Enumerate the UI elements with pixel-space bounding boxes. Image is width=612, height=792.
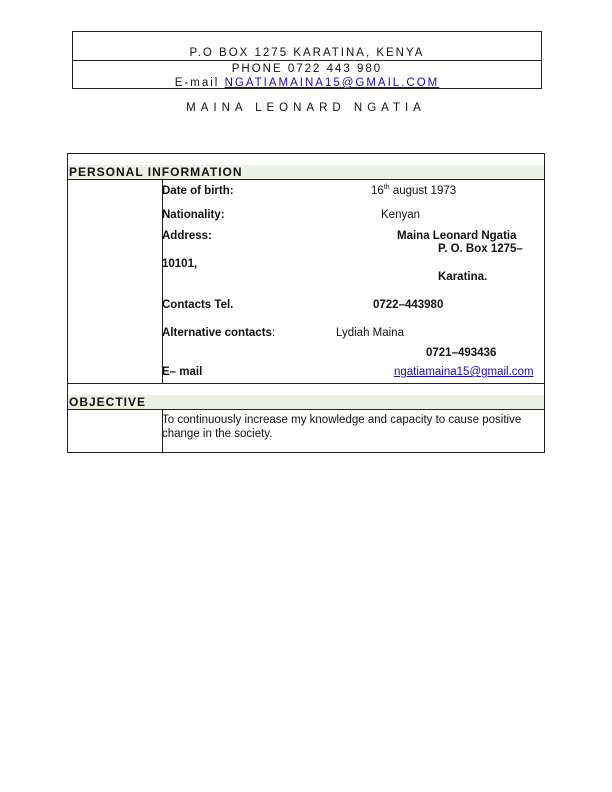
- address-line-2: P. O. Box 1275–: [438, 243, 523, 255]
- objective-table: [67, 383, 545, 453]
- address-line-1: Maina Leonard Ngatia: [397, 230, 517, 242]
- alternative-contacts-label: Alternative contacts:: [162, 327, 276, 339]
- personal-information-heading: PERSONAL INFORMATION: [69, 165, 243, 179]
- header-email-link[interactable]: NGATIAMAINA15@GMAIL.COM: [224, 77, 440, 89]
- objective-line-1: To continuously increase my knowledge and capacity to cause positive: [162, 414, 522, 426]
- email-label: E– mail: [162, 366, 203, 378]
- alternative-contact-name: Lydiah Maina: [336, 327, 404, 339]
- header-email-line: [73, 76, 541, 90]
- objective-heading: OBJECTIVE: [69, 395, 147, 409]
- header-phone: PHONE 0722 443 980: [231, 63, 383, 75]
- personal-information-table: [67, 153, 545, 384]
- dob-label: Date of birth:: [162, 185, 234, 197]
- name-title: MAINA LEONARD NGATIA: [186, 102, 426, 114]
- header-address: P.O BOX 1275 KARATINA, KENYA: [73, 32, 541, 61]
- objective-left-column: [68, 410, 163, 452]
- personal-information-body: [68, 180, 544, 383]
- personal-left-column: [68, 180, 163, 383]
- contact-header-box: [72, 31, 542, 89]
- nationality-value: Kenyan: [381, 209, 421, 221]
- objective-line-2: change in the society.: [162, 428, 273, 440]
- contacts-label: Contacts Tel.: [162, 299, 234, 311]
- email-value-link[interactable]: ngatiamaina15@gmail.com: [394, 366, 534, 378]
- alternative-contact-phone: 0721–493436: [426, 347, 497, 359]
- objective-header: [68, 384, 544, 410]
- address-line-3: 10101,: [162, 258, 198, 270]
- address-label: Address:: [162, 230, 212, 242]
- objective-body: [68, 410, 544, 452]
- dob-value: 16th august 1973: [371, 184, 457, 197]
- contacts-value: 0722–443980: [373, 299, 444, 311]
- nationality-label: Nationality:: [162, 209, 225, 221]
- personal-information-header: [68, 154, 544, 180]
- header-email-prefix: E-mail: [174, 77, 225, 89]
- address-line-4: Karatina.: [438, 271, 488, 283]
